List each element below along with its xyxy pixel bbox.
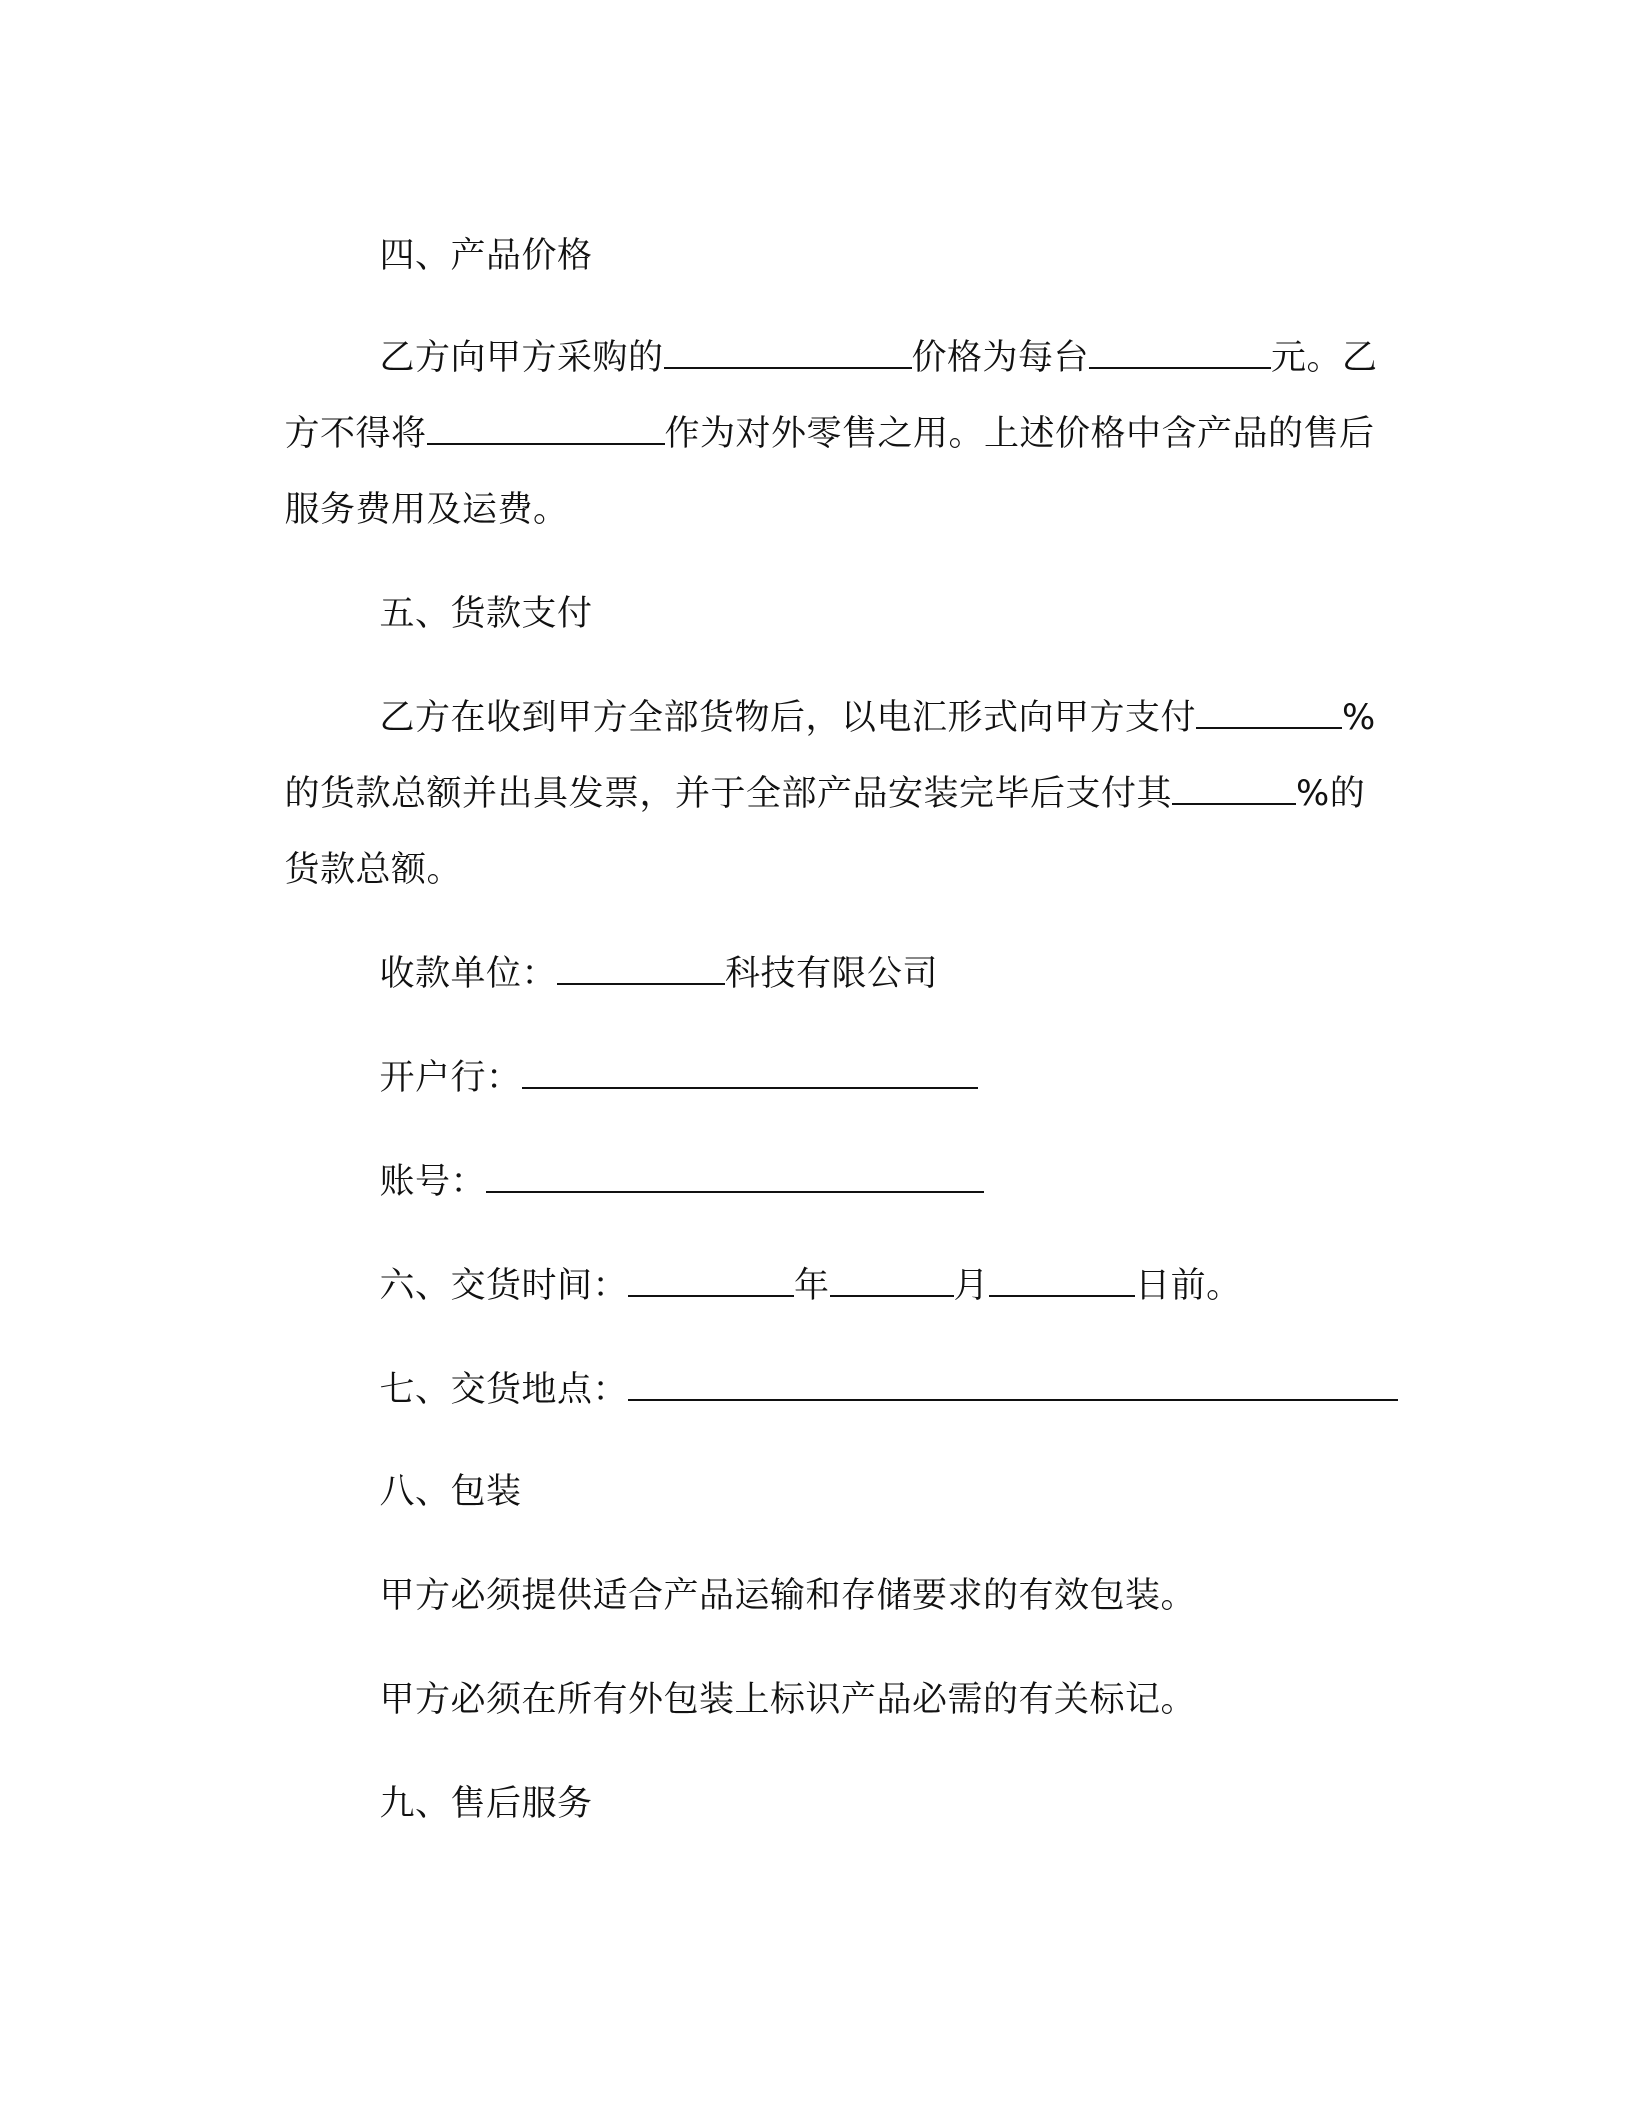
section-8-heading-text: 八、包装: [379, 1472, 522, 1512]
day-label: 日前。: [1135, 1266, 1242, 1306]
text-segment: 甲方必须在所有外包装上标识产品必需的有关标记。: [379, 1680, 1197, 1720]
fill-blank-payee[interactable]: [557, 955, 725, 985]
fill-blank-year[interactable]: [628, 1267, 794, 1297]
text-segment: %的: [1296, 774, 1366, 814]
fill-blank-account[interactable]: [486, 1163, 984, 1193]
section-9-heading: [333, 1744, 593, 1864]
fill-blank-bank[interactable]: [522, 1059, 978, 1089]
section-5-heading-text: 五、货款支付: [379, 594, 593, 634]
bank-line: [333, 1018, 978, 1138]
text-segment: 服务费用及运费。: [284, 490, 569, 530]
text-segment: 作为对外零售之用。上述价格中含产品的售后: [664, 414, 1375, 454]
text-segment: 乙方向甲方采购的: [379, 338, 664, 378]
section-6-label: 六、交货时间：: [379, 1266, 629, 1306]
fill-blank-month[interactable]: [830, 1267, 954, 1297]
fill-blank-product[interactable]: [664, 339, 912, 369]
section-9-heading-text: 九、售后服务: [379, 1784, 593, 1824]
fill-blank-day[interactable]: [989, 1267, 1135, 1297]
text-segment: 乙方在收到甲方全部货物后，以电汇形式向甲方支付: [379, 698, 1197, 738]
payee-label: 收款单位：: [379, 954, 558, 994]
year-label: 年: [794, 1266, 830, 1306]
section-7-label: 七、交货地点：: [379, 1370, 629, 1410]
month-label: 月: [953, 1266, 990, 1306]
text-segment: 的货款总额并出具发票，并于全部产品安装完毕后支付其: [284, 774, 1173, 814]
text-segment: %: [1342, 698, 1376, 738]
text-segment: 方不得将: [284, 414, 427, 454]
payee-suffix: 科技有限公司: [725, 954, 939, 994]
section-4-paragraph-line-3: [238, 450, 569, 570]
fill-blank-percent-1[interactable]: [1196, 699, 1342, 729]
fill-blank-unit-price[interactable]: [1089, 339, 1271, 369]
account-label: 账号：: [379, 1162, 487, 1202]
section-5-paragraph-line-3: [238, 810, 462, 930]
section-8-paragraph-2: [333, 1640, 1196, 1760]
fill-blank-delivery-location[interactable]: [628, 1371, 1398, 1401]
section-4-heading-text: 四、产品价格: [379, 236, 593, 276]
section-5-heading: [333, 554, 593, 674]
bank-label: 开户行：: [379, 1058, 522, 1098]
text-segment: 元。乙: [1271, 338, 1378, 378]
text-segment: 甲方必须提供适合产品运输和存储要求的有效包装。: [379, 1576, 1197, 1616]
section-8-heading: [333, 1432, 522, 1552]
fill-blank-percent-2[interactable]: [1172, 775, 1296, 805]
account-line: [333, 1122, 984, 1242]
text-segment: 货款总额。: [284, 850, 463, 890]
payee-line: [333, 914, 938, 1034]
section-8-paragraph-1: [333, 1536, 1196, 1656]
section-6-line: [333, 1226, 1242, 1346]
fill-blank-retail-item[interactable]: [427, 415, 665, 445]
text-segment: 价格为每台: [911, 338, 1090, 378]
